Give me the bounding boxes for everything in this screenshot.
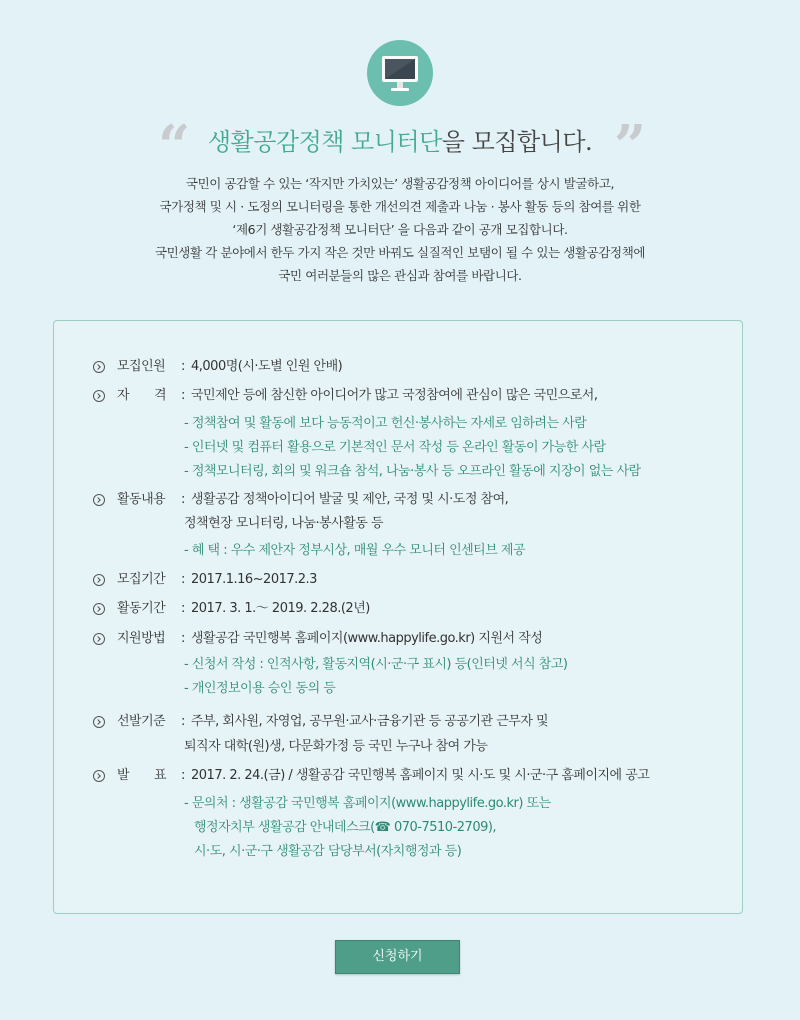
contact-line: - 문의처 : 생활공감 국민행복 홈페이지(www.happylife.go.kr) 또는: [184, 796, 551, 811]
announce-row: [93, 766, 649, 786]
qualification-row: [93, 386, 598, 406]
qualification-sub: - 인터넷 및 컴퓨터 활용으로 기본적인 문서 작성 등 온라인 활동이 가능한 사람: [184, 440, 606, 455]
circle-chevron-right-icon: [93, 633, 105, 645]
telephone-icon: ☎: [374, 820, 391, 835]
recruit-period-row: [93, 570, 317, 590]
title-rest: 을 모집합니다.: [441, 128, 593, 156]
intro-line: 국가정책 및 시 · 도정의 모니터링을 통한 개선의견 제출과 나눔 · 봉사 활동 등의 참여를 위한: [159, 199, 641, 214]
intro-line: ‘제6기 생활공감정책 모니터단’ 을 다음과 같이 공개 모집합니다.: [232, 222, 568, 237]
criteria-value: 주부, 회사원, 자영업, 공무원·교사·금융기관 등 공공기관 근무자 및: [191, 714, 549, 729]
circle-chevron-right-icon: [93, 770, 105, 782]
colon: :: [181, 601, 185, 616]
criteria-label: 선발기준: [117, 714, 166, 729]
circle-chevron-right-icon: [93, 390, 105, 402]
colon: :: [181, 714, 185, 729]
apply-method-label: 지원방법: [117, 631, 166, 646]
phone-number: 070-7510-2709),: [390, 820, 497, 835]
page-title: [208, 128, 592, 156]
headline: [0, 113, 800, 179]
contact-line: 시·도, 시·군·구 생활공감 담당부서(자치행정과 등): [194, 844, 462, 859]
activity-value: 생활공감 정책아이디어 발굴 및 제안, 국정 및 시·도정 참여,: [191, 492, 509, 507]
intro-line: 국민이 공감할 수 있는 ‘작지만 가치있는’ 생활공감정책 아이디어를 상시 발굴하고,: [185, 176, 615, 191]
qualification-value: 국민제안 등에 참신한 아이디어가 많고 국정참여에 관심이 많은 국민으로서,: [191, 388, 598, 403]
open-quote-icon: “: [158, 113, 191, 179]
apply-method-sub: - 개인정보이용 승인 동의 등: [184, 681, 336, 696]
title-accent: 생활공감정책 모니터단: [207, 128, 442, 156]
recruit-period-value: 2017.1.16~2017.2.3: [191, 572, 317, 587]
circle-chevron-right-icon: [93, 361, 105, 373]
circle-chevron-right-icon: [93, 603, 105, 615]
circle-chevron-right-icon: [93, 574, 105, 586]
qualification-sub: - 정책참여 및 활동에 보다 능동적이고 헌신·봉사하는 자세로 임하려는 사람: [184, 416, 587, 431]
contact-text: 행정자치부 생활공감 안내데스크(: [194, 820, 375, 835]
recruit-period-label: 모집기간: [117, 572, 166, 587]
activity-period-row: [93, 599, 370, 619]
activity-value-2: 정책현장 모니터링, 나눔·봉사활동 등: [184, 516, 384, 531]
qualification-sub: - 정책모니터링, 회의 및 워크숍 참석, 나눔·봉사 등 오프라인 활동에 지장이 없는 사람: [184, 464, 641, 479]
activity-row: [93, 490, 508, 510]
announce-label: 발 표: [117, 768, 167, 783]
colon: :: [181, 572, 185, 587]
colon: :: [181, 388, 185, 403]
recruit-row: [93, 357, 342, 377]
monitor-icon: [367, 40, 433, 106]
colon: :: [181, 492, 185, 507]
close-quote-icon: ”: [614, 113, 647, 179]
activity-period-label: 활동기간: [117, 601, 166, 616]
recruit-value: 4,000명(시·도별 인원 안배): [191, 359, 343, 374]
colon: :: [181, 359, 185, 374]
intro-line: 국민 여러분들의 많은 관심과 참여를 바랍니다.: [278, 268, 522, 283]
activity-period-value: 2017. 3. 1.～ 2019. 2.28.(2년): [191, 601, 370, 616]
recruit-label: 모집인원: [117, 359, 166, 374]
circle-chevron-right-icon: [93, 716, 105, 728]
contact-line: [194, 818, 496, 838]
apply-method-value: 생활공감 국민행복 홈페이지(www.happylife.go.kr) 지원서 작성: [191, 631, 543, 646]
announce-value: 2017. 2. 24.(금) / 생활공감 국민행복 홈페이지 및 시·도 및 시·군·구 홈페이지에 공고: [191, 768, 650, 783]
qualification-label: 자 격: [117, 388, 167, 403]
intro-line: 국민생활 각 분야에서 한두 가지 작은 것만 바꿔도 실질적인 보탬이 될 수 있는 생활공감정책에: [154, 245, 646, 260]
criteria-value-2: 퇴직자 대학(원)생, 다문화가정 등 국민 누구나 참여 가능: [184, 739, 488, 754]
intro-text: [0, 172, 800, 287]
colon: :: [181, 768, 185, 783]
circle-chevron-right-icon: [93, 494, 105, 506]
activity-benefit: - 혜 택 : 우수 제안자 정부시상, 매월 우수 모니터 인센티브 제공: [184, 543, 526, 558]
apply-method-sub: - 신청서 작성 : 인적사항, 활동지역(시·군·구 표시) 등(인터넷 서식 참고): [184, 657, 568, 672]
criteria-row: [93, 712, 548, 732]
colon: :: [181, 631, 185, 646]
apply-method-row: [93, 629, 542, 649]
activity-label: 활동내용: [117, 492, 166, 507]
apply-button[interactable]: 신청하기: [335, 940, 460, 974]
